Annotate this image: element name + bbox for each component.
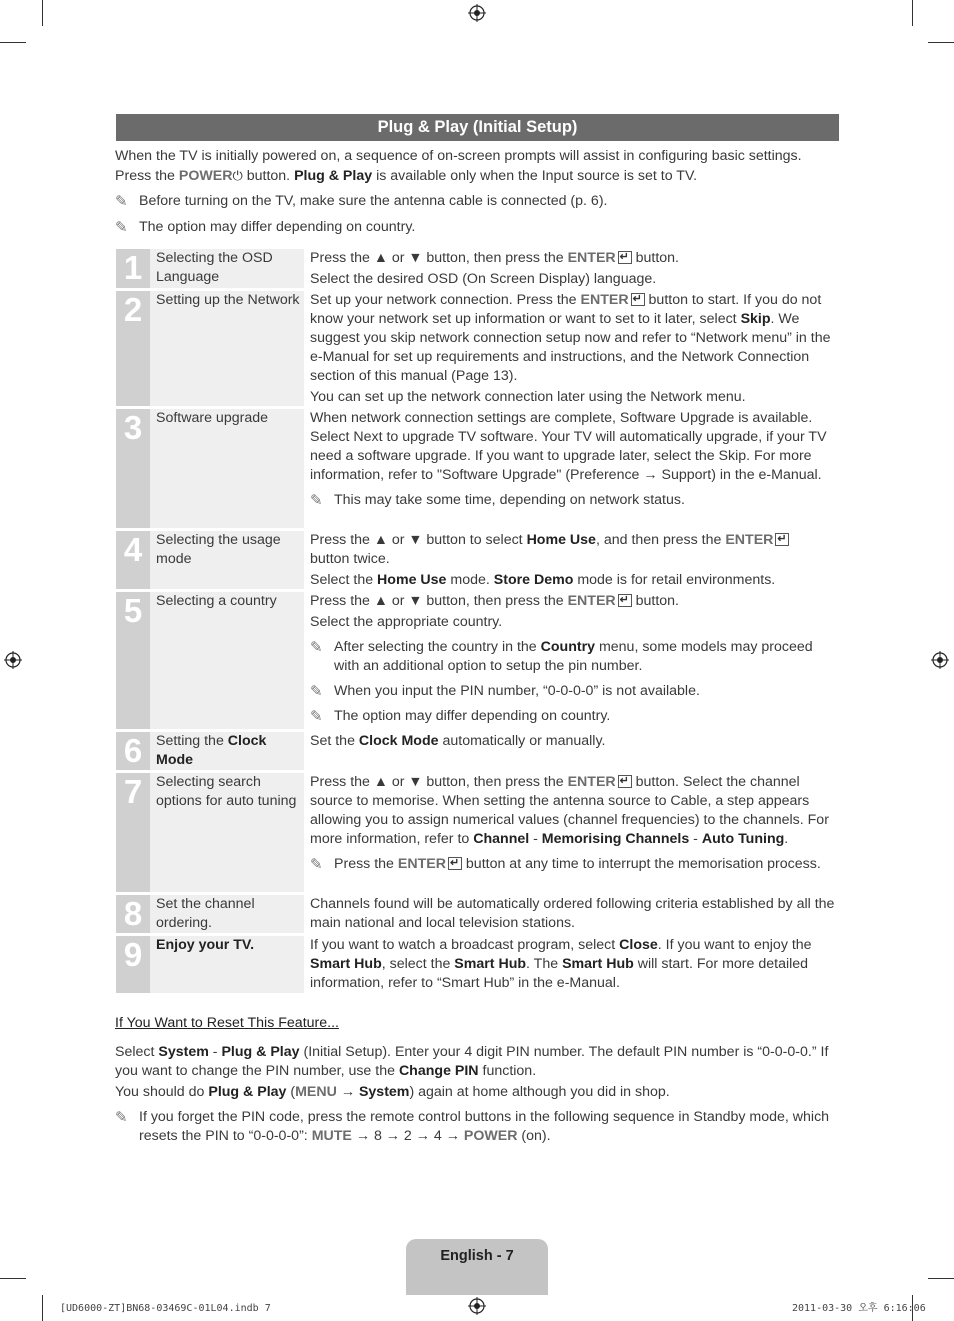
step-row — [116, 592, 840, 729]
step-label: Selecting search options for auto tuning — [150, 773, 304, 892]
intro — [115, 147, 840, 237]
desc-text: Press the ▲ or ▼ button, then press the — [310, 593, 568, 609]
desc-text: button. — [631, 593, 680, 609]
step-label: Enjoy your TV. — [150, 936, 304, 993]
step-description — [304, 936, 840, 993]
registration-mark-icon — [468, 1297, 486, 1315]
mute-label: MUTE — [311, 1128, 352, 1144]
desc-text: will start. For more detailed information, refer to “Smart Hub” in the e-Manual. — [310, 956, 809, 991]
step-number: 2 — [116, 291, 150, 406]
system-label: System — [358, 1084, 410, 1100]
note-icon: ✎ — [310, 683, 323, 700]
step-label: Setting up the Network — [150, 291, 304, 406]
change-pin-label: Change PIN — [398, 1063, 479, 1079]
store-demo-label: Store Demo — [493, 572, 574, 588]
enter-icon — [775, 533, 789, 546]
reset-heading: If You Want to Reset This Feature... — [115, 1015, 339, 1031]
power-label: POWER — [178, 168, 233, 184]
note-text: Press the — [334, 856, 398, 872]
intro-text: When the TV is initially powered on, a sequence of on-screen prompts will assist in configuring basic settings. — [115, 148, 802, 164]
channel-label: Channel — [473, 831, 530, 847]
desc-text: Select the desired OSD (On Screen Display) language. — [310, 271, 657, 287]
note — [310, 491, 840, 510]
note — [115, 218, 840, 237]
step-label: Selecting the OSD Language — [150, 249, 304, 288]
enter-icon — [448, 857, 462, 870]
note — [310, 638, 840, 676]
steps-table — [116, 249, 840, 996]
enter-label: ENTER — [567, 250, 616, 266]
desc-text: automatically or manually. — [438, 733, 606, 749]
page-number: English - 7 — [406, 1239, 548, 1295]
note-icon: ✎ — [310, 856, 323, 873]
system-label: System — [158, 1044, 209, 1060]
enter-icon — [631, 293, 645, 306]
reset-text: You should do — [115, 1084, 209, 1100]
enter-label: ENTER — [567, 774, 616, 790]
step-description — [304, 732, 840, 770]
step-description — [304, 409, 840, 528]
note-text: When you input the PIN number, “0-0-0-0” is not available. — [334, 683, 700, 699]
step-row — [116, 291, 840, 406]
step-label: Software upgrade — [150, 409, 304, 528]
note — [310, 682, 840, 701]
note-text: This may take some time, depending on network status. — [334, 492, 685, 508]
step-number: 7 — [116, 773, 150, 892]
desc-text: Set the — [310, 733, 359, 749]
memorising-channels-label: Memorising Channels — [541, 831, 690, 847]
note-text: The option may differ depending on country. — [139, 219, 416, 235]
enter-label: ENTER — [725, 532, 774, 548]
intro-paragraph — [115, 147, 840, 186]
desc-text: Channels found will be automatically ordered following criteria established by all the main national and local television stations. — [310, 896, 835, 931]
reset-text: Select — [115, 1044, 159, 1060]
note-text: After selecting the country in the — [334, 639, 541, 655]
step-row — [116, 895, 840, 933]
desc-text: , and then press the — [595, 532, 726, 548]
step-label — [150, 732, 304, 770]
desc-text: . — [784, 831, 789, 847]
intro-text: is available only when the Input source is set to TV. — [372, 168, 698, 184]
note-icon: ✎ — [115, 193, 128, 210]
power-icon: ⏻ — [232, 168, 243, 183]
desc-text: . The — [526, 956, 563, 972]
desc-text: Press the ▲ or ▼ button, then press the — [310, 250, 568, 266]
step-number: 6 — [116, 732, 150, 770]
step-number: 9 — [116, 936, 150, 993]
step-number: 3 — [116, 409, 150, 528]
note — [115, 192, 840, 211]
registration-mark-icon — [931, 651, 949, 669]
footer-file: [UD6000-ZT]BN68-03469C-01L04.indb 7 — [60, 1303, 271, 1314]
reset-text: → — [336, 1084, 359, 1100]
note-text: Before turning on the TV, make sure the antenna cable is connected (p. 6). — [139, 193, 608, 209]
step-row — [116, 409, 840, 528]
crop-mark — [0, 1278, 26, 1279]
footer-timestamp: 2011-03-30 오후 6:16:06 — [792, 1303, 926, 1314]
reset-section — [115, 1043, 840, 1146]
step-number: 5 — [116, 592, 150, 729]
desc-text: mode is for retail environments. — [573, 572, 776, 588]
home-use-label: Home Use — [526, 532, 596, 548]
desc-text: Press the ▲ or ▼ button to select — [310, 532, 527, 548]
plug-play-label: Plug & Play — [221, 1044, 300, 1060]
step-label: Set the channel ordering. — [150, 895, 304, 933]
step-description — [304, 895, 840, 933]
note-icon: ✎ — [310, 708, 323, 725]
crop-mark — [928, 1278, 954, 1279]
step-description — [304, 773, 840, 892]
desc-text: button twice. — [310, 551, 390, 567]
step-row — [116, 732, 840, 770]
desc-text: Press the ▲ or ▼ button, then press the — [310, 774, 568, 790]
desc-text: , select the — [381, 956, 455, 972]
note — [310, 855, 840, 874]
step-number: 4 — [116, 531, 150, 589]
intro-text: Press the — [115, 168, 179, 184]
crop-mark — [912, 0, 913, 26]
enter-label: ENTER — [397, 856, 446, 872]
desc-text: mode. — [446, 572, 494, 588]
note-text: button at any time to interrupt the memorisation process. — [461, 856, 821, 872]
desc-text: button. Select the channel source to memorise. When setting the antenna source to Cable, a step appears allowing you to assign numerical values (channel frequencies) to the channels. For more information, refer to — [310, 774, 829, 847]
note — [115, 1108, 840, 1146]
section-title: Plug & Play (Initial Setup) — [116, 114, 839, 141]
crop-mark — [0, 42, 26, 43]
step-description — [304, 291, 840, 406]
plug-play-label: Plug & Play — [208, 1084, 287, 1100]
desc-text: button to start. If you do not know your network set up information or want to set to it later, select — [310, 292, 822, 327]
step-number: 1 — [116, 249, 150, 288]
registration-mark-icon — [468, 4, 486, 22]
step-row — [116, 773, 840, 892]
note-text: menu, some models may proceed with an additional option to setup the pin number. — [334, 639, 813, 674]
crop-mark — [928, 42, 954, 43]
power-label: POWER — [463, 1128, 518, 1144]
clock-mode-label: Clock Mode — [156, 733, 267, 768]
note-text: (on). — [517, 1128, 551, 1144]
menu-label: MENU — [295, 1084, 337, 1100]
step-row — [116, 531, 840, 589]
desc-text: When network connection settings are complete, Software Upgrade is available. Select Next to upgrade TV software. Your TV will automatically upgrade, if your TV need a software upgrade. If you want to upgrade later, select the Skip. For more information, refer to "Software Upgrade" (Preference → Support) in the e-Manual. — [310, 410, 827, 483]
desc-text: - — [689, 831, 702, 847]
enter-label: ENTER — [567, 593, 616, 609]
note-text: If you forget the PIN code, press the remote control buttons in the following sequence in Standby mode, which resets the PIN to “0-0-0-0”: — [139, 1109, 830, 1144]
desc-text: Select the — [310, 572, 378, 588]
note-icon: ✎ — [115, 1109, 128, 1126]
desc-text: . If you want to enjoy the — [657, 937, 812, 953]
reset-text: ( — [286, 1084, 296, 1100]
crop-mark — [42, 0, 43, 26]
registration-mark-icon — [4, 651, 22, 669]
enter-label: ENTER — [580, 292, 629, 308]
desc-text: Select the appropriate country. — [310, 614, 503, 630]
desc-text: . We suggest you skip network connection setup now and refer to “Network menu” in the e-Manual for set up requirements and instructions, and the Network Connection section of this manual (Page 13). — [310, 311, 831, 384]
note-icon: ✎ — [115, 219, 128, 236]
note-text: The option may differ depending on country. — [334, 708, 611, 724]
step-description — [304, 592, 840, 729]
desc-text: You can set up the network connection later using the Network menu. — [310, 389, 746, 405]
step-label: Selecting the usage mode — [150, 531, 304, 589]
home-use-label: Home Use — [377, 572, 447, 588]
label-text: Setting the — [156, 733, 228, 749]
step-description — [304, 531, 840, 589]
step-label: Selecting a country — [150, 592, 304, 729]
desc-text: Set up your network connection. Press the — [310, 292, 581, 308]
reset-text: function. — [478, 1063, 537, 1079]
smart-hub-label: Smart Hub — [562, 956, 634, 972]
note-icon: ✎ — [310, 639, 323, 656]
smart-hub-label: Smart Hub — [310, 956, 382, 972]
intro-text: button. — [242, 168, 295, 184]
skip-label: Skip — [740, 311, 771, 327]
step-row — [116, 936, 840, 993]
reset-text: - — [208, 1044, 222, 1060]
clock-mode-label: Clock Mode — [358, 733, 439, 749]
note-text: → 8 → 2 → 4 → — [351, 1128, 464, 1144]
desc-text: - — [529, 831, 542, 847]
note — [310, 707, 840, 726]
plug-play-label: Plug & Play — [294, 168, 373, 184]
note-icon: ✎ — [310, 492, 323, 509]
crop-mark — [42, 1295, 43, 1321]
desc-text: If you want to watch a broadcast program, select — [310, 937, 620, 953]
reset-text: (Initial Setup). Enter your 4 digit PIN number. The default PIN number is “0-0-0-0.” If you want to change the PIN number, use the — [115, 1044, 829, 1079]
smart-hub-label: Smart Hub — [454, 956, 527, 972]
step-number: 8 — [116, 895, 150, 933]
enter-icon — [618, 251, 632, 264]
desc-text: button. — [631, 250, 680, 266]
country-label: Country — [540, 639, 596, 655]
auto-tuning-label: Auto Tuning — [701, 831, 785, 847]
close-label: Close — [619, 937, 658, 953]
enter-icon — [618, 775, 632, 788]
step-row — [116, 249, 840, 288]
reset-text: ) again at home although you did in shop. — [409, 1084, 670, 1100]
enter-icon — [618, 594, 632, 607]
step-description — [304, 249, 840, 288]
